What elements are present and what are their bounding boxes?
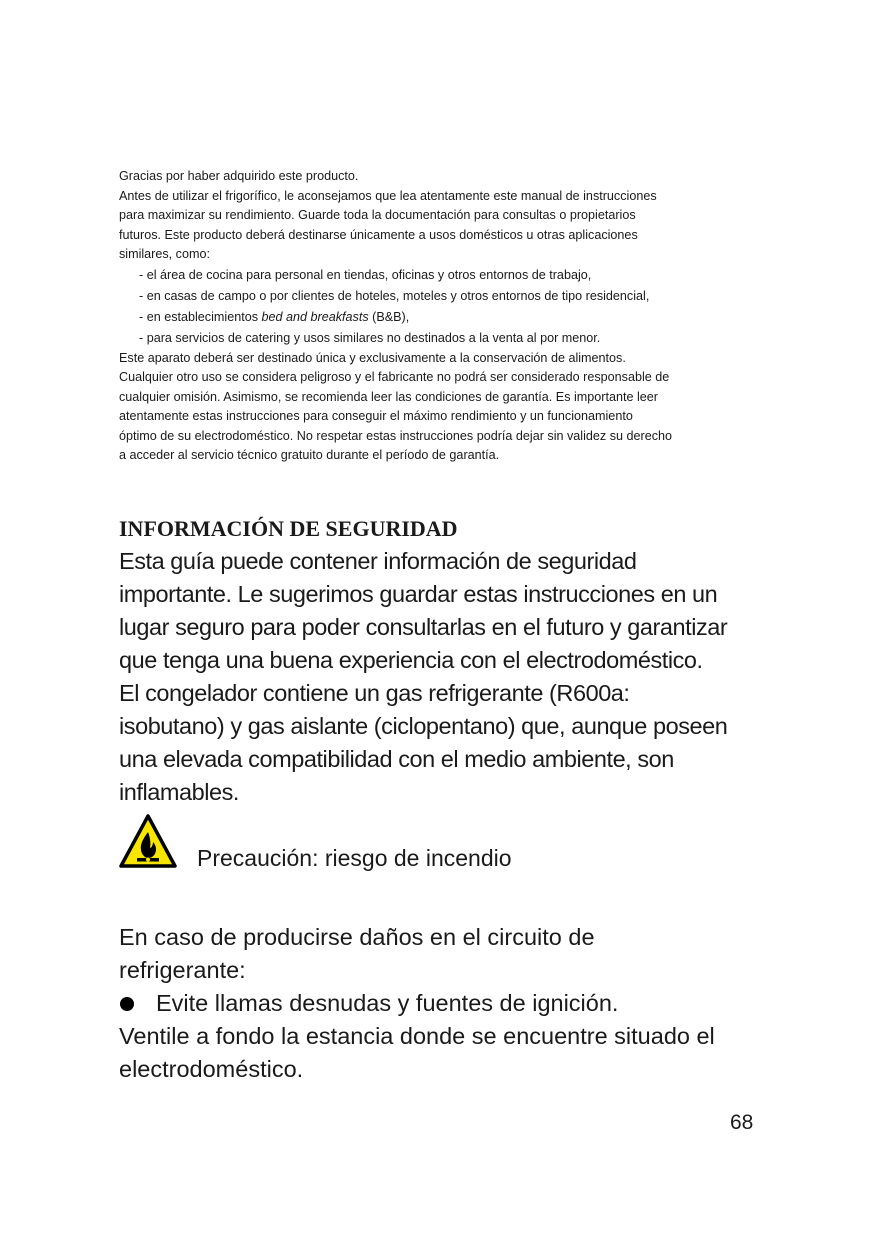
usage-list-item: - el área de cocina para personal en tiendas, oficinas y otros entornos de trabajo, (139, 267, 592, 282)
intro-line: Antes de utilizar el frigorífico, le aconsejamos que lea atentamente este manual de instrucciones (119, 188, 657, 203)
intro-line: cualquier omisión. Asimismo, se recomienda leer las condiciones de garantía. Es importante leer (119, 389, 658, 404)
intro-section (119, 167, 749, 466)
damage-line: electrodoméstico. (119, 1056, 304, 1082)
safety-body-line: Esta guía puede contener información de seguridad (119, 548, 637, 574)
fire-hazard-warning-icon (119, 814, 177, 868)
intro-line: Gracias por haber adquirido este producto. (119, 169, 359, 183)
safety-body-line: inflamables. (119, 779, 239, 805)
damage-instructions (119, 921, 769, 1086)
intro-line: Cualquier otro uso se considera peligroso y el fabricante no podrá ser considerado responsable de (119, 370, 670, 384)
damage-line: refrigerante: (119, 957, 246, 983)
damage-line: Ventile a fondo la estancia donde se encuentre situado el (119, 1023, 715, 1049)
safety-body-line: El congelador contiene un gas refrigerante (R600a: (119, 680, 630, 706)
usage-item-italic: bed and breakfasts (261, 309, 369, 324)
bullet-item (119, 987, 769, 1020)
intro-line: para maximizar su rendimiento. Guarde toda la documentación para consultas o propietarios (119, 208, 636, 222)
safety-section (119, 513, 769, 809)
intro-line: a acceder al servicio técnico gratuito durante el período de garantía. (119, 448, 500, 462)
intro-line: Este aparato deberá ser destinado única y exclusivamente a la conservación de alimentos. (119, 350, 626, 365)
safety-body-line: importante. Le sugerimos guardar estas instrucciones en un (119, 581, 718, 607)
page-number: 68 (730, 1111, 754, 1134)
bullet-text: Evite llamas desnudas y fuentes de ignición. (156, 990, 619, 1016)
safety-body-line: que tenga una buena experiencia con el electrodoméstico. (119, 647, 703, 673)
usage-list-item: - en casas de campo o por clientes de hoteles, moteles y otros entornos de tipo residencial, (139, 288, 650, 303)
safety-body-line: una elevada compatibilidad con el medio ambiente, son (119, 746, 674, 772)
safety-heading: INFORMACIÓN DE SEGURIDAD (119, 516, 458, 541)
safety-body-line: lugar seguro para poder consultarlas en el futuro y garantizar (119, 614, 728, 640)
usage-item-prefix: - en establecimientos (139, 309, 262, 324)
intro-line: futuros. Este producto deberá destinarse únicamente a usos domésticos u otras aplicaciones (119, 227, 638, 242)
bullet-dot-icon (120, 997, 134, 1011)
usage-list (119, 265, 749, 349)
intro-line: similares, como: (119, 247, 210, 261)
warning-text: Precaución: riesgo de incendio (197, 845, 512, 871)
usage-list-item: - para servicios de catering y usos similares no destinados a la venta al por menor. (139, 330, 601, 345)
intro-line: óptimo de su electrodoméstico. No respetar estas instrucciones podría dejar sin validez su derecho (119, 428, 673, 443)
safety-body-line: isobutano) y gas aislante (ciclopentano) que, aunque poseen (119, 713, 728, 739)
usage-item-suffix: (B&B), (368, 309, 410, 324)
usage-list-item (139, 307, 749, 328)
fire-warning (119, 814, 759, 870)
damage-line: En caso de producirse daños en el circuito de (119, 924, 595, 950)
intro-line: atentamente estas instrucciones para conseguir el máximo rendimiento y un funcionamiento (119, 409, 633, 423)
